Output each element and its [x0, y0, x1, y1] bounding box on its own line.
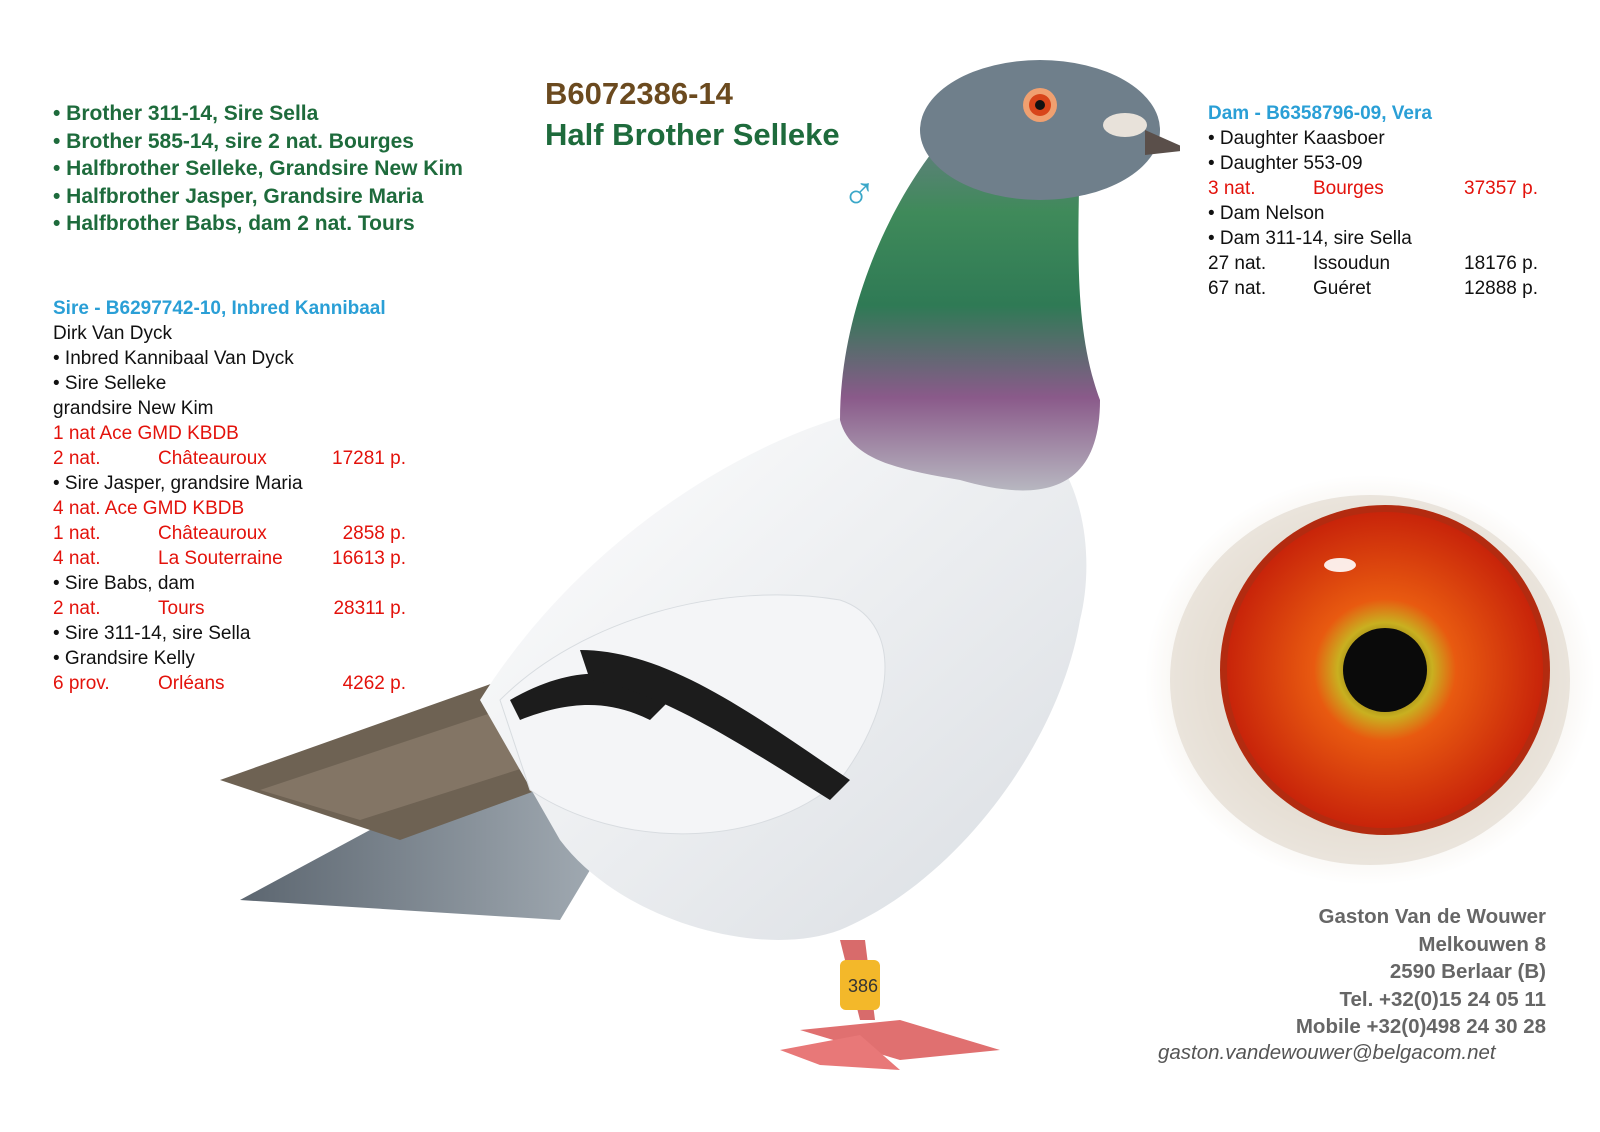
sire-line: • Sire Jasper, grandsire Maria [53, 473, 303, 494]
eye-closeup-photo [1140, 470, 1600, 890]
dam-line: • Dam 311-14, sire Sella [1208, 228, 1412, 249]
dam-pedigree [1208, 101, 1538, 301]
bird-name: Half Brother Selleke [545, 117, 840, 152]
sire-pedigree [53, 296, 406, 696]
result-birds: 16613 p. [332, 548, 406, 569]
sire-line: • Grandsire Kelly [53, 648, 195, 669]
dam-line: • Daughter 553-09 [1208, 153, 1363, 174]
result-birds: 37357 p. [1464, 178, 1538, 199]
result-row [1208, 176, 1538, 201]
result-birds: 17281 p. [332, 448, 406, 469]
result-place: 2 nat. [53, 598, 101, 619]
result-row [53, 521, 406, 546]
result-place: 3 nat. [1208, 178, 1256, 199]
result-race: Bourges [1313, 178, 1384, 199]
sire-heading: Sire - B6297742-10, Inbred Kannibaal [53, 298, 386, 319]
sire-line: 1 nat Ace GMD KBDB [53, 423, 239, 444]
dam-heading: Dam - B6358796-09, Vera [1208, 103, 1432, 124]
highlight-line: • Halfbrother Babs, dam 2 nat. Tours [53, 212, 415, 235]
contact-block [1296, 903, 1546, 1041]
result-birds: 12888 p. [1464, 278, 1538, 299]
result-row [53, 546, 406, 571]
sire-line: 4 nat. Ace GMD KBDB [53, 498, 245, 519]
sire-line: • Inbred Kannibaal Van Dyck [53, 348, 294, 369]
result-row [1208, 251, 1538, 276]
result-race: Châteauroux [158, 523, 267, 544]
result-race: La Souterraine [158, 548, 283, 569]
result-race: Orléans [158, 673, 225, 694]
result-row [53, 596, 406, 621]
result-row [1208, 276, 1538, 301]
title-block [545, 74, 840, 156]
contact-city: 2590 Berlaar (B) [1389, 960, 1546, 983]
result-place: 6 prov. [53, 673, 110, 694]
result-place: 4 nat. [53, 548, 101, 569]
leg-ring-text: 386 [848, 976, 879, 996]
highlight-line: • Brother 311-14, Sire Sella [53, 102, 319, 125]
sire-line: • Sire Babs, dam [53, 573, 195, 594]
offspring-highlights [53, 100, 463, 238]
result-birds: 4262 p. [342, 673, 406, 694]
contact-tel: Tel. +32(0)15 24 05 11 [1339, 987, 1546, 1011]
male-symbol-icon: ♂ [842, 167, 877, 219]
dam-line: • Daughter Kaasboer [1208, 128, 1385, 149]
result-place: 1 nat. [53, 523, 101, 544]
highlight-line: • Halfbrother Selleke, Grandsire New Kim [53, 157, 463, 180]
contact-street: Melkouwen 8 [1418, 932, 1546, 956]
result-birds: 18176 p. [1464, 253, 1538, 274]
result-race: Guéret [1313, 278, 1372, 299]
highlight-line: • Halfbrother Jasper, Grandsire Maria [53, 184, 424, 208]
result-place: 2 nat. [53, 448, 101, 469]
contact-name: Gaston Van de Wouwer [1318, 905, 1546, 928]
result-race: Tours [158, 598, 205, 619]
sire-line: grandsire New Kim [53, 398, 214, 419]
highlight-line: • Brother 585-14, sire 2 nat. Bourges [53, 129, 414, 153]
sire-line: • Sire 311-14, sire Sella [53, 623, 251, 644]
contact-mobile: Mobile +32(0)498 24 30 28 [1295, 1015, 1546, 1038]
result-place: 27 nat. [1208, 253, 1267, 274]
sire-line: • Sire Selleke [53, 373, 167, 394]
result-race: Châteauroux [158, 448, 267, 469]
result-birds: 28311 p. [333, 598, 406, 619]
result-birds: 2858 p. [342, 523, 406, 544]
ring-number: B6072386-14 [545, 76, 733, 111]
contact-email[interactable]: gaston.vandewouwer@belgacom.net [1158, 1041, 1496, 1064]
result-row [53, 446, 406, 471]
result-race: Issoudun [1313, 253, 1391, 274]
sire-line: Dirk Van Dyck [53, 323, 172, 344]
result-place: 67 nat. [1208, 278, 1267, 299]
result-row [53, 671, 406, 696]
dam-line: • Dam Nelson [1208, 203, 1325, 224]
